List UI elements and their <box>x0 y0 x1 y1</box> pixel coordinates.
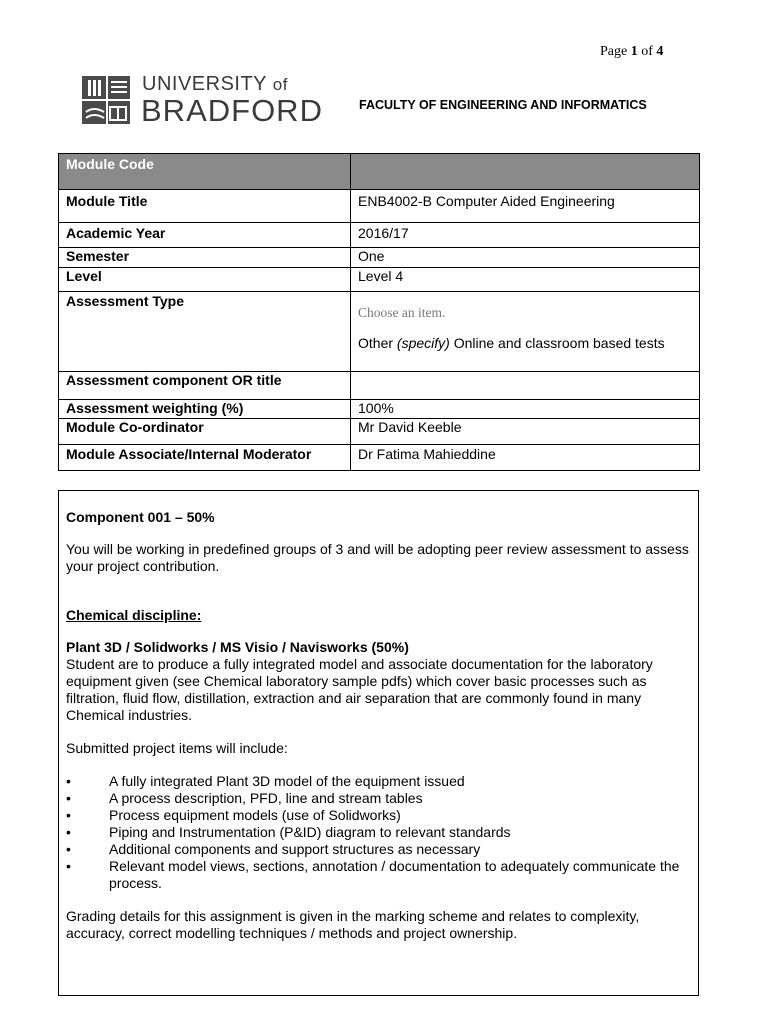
bullet-icon: • <box>66 773 71 789</box>
list-item-text: Piping and Instrumentation (P&ID) diagram to relevant standards <box>109 824 511 840</box>
list-item-text: Additional components and support structures as necessary <box>109 841 481 857</box>
value-weighting: 100% <box>351 400 700 419</box>
tools-heading: Plant 3D / Solidworks / MS Visio / Navisworks (50%) <box>66 639 409 655</box>
assessment-type-other <box>358 335 692 352</box>
component-content <box>66 509 691 942</box>
row-coordinator <box>59 419 700 445</box>
label-academic-year: Academic Year <box>59 223 351 248</box>
page-prefix: Page <box>600 44 628 59</box>
logo-university-text: UNIVERSITY <box>142 73 267 95</box>
list-item <box>66 807 691 824</box>
row-level <box>59 268 700 292</box>
bullet-icon: • <box>66 858 71 874</box>
label-component-title: Assessment component OR title <box>59 372 351 400</box>
faculty-title: FACULTY OF ENGINEERING AND INFORMATICS <box>359 98 647 112</box>
grading-details: Grading details for this assignment is given in the marking scheme and relates to complexity, accuracy, correct modelling techniques / methods and project ownership. <box>66 908 640 941</box>
bullet-icon: • <box>66 807 71 823</box>
value-level: Level 4 <box>351 268 700 292</box>
component-description: Student are to produce a fully integrated model and associate documentation for the laboratory equipment given (see Chemical laboratory sample pdfs) which cover basic processes such as filtration, fluid flow, distillation, extraction and air separation that are commonly found in many Chemical industries. <box>66 656 653 723</box>
value-moderator: Dr Fatima Mahieddine <box>351 445 700 471</box>
list-item-text: Relevant model views, sections, annotation / documentation to adequately communicate the process. <box>109 858 680 891</box>
component-intro: You will be working in predefined groups of 3 and will be adopting peer review assessment to assess your project contribution. <box>66 541 689 574</box>
value-module-title: ENB4002-B Computer Aided Engineering <box>351 190 700 223</box>
logo-of-text: of <box>272 75 288 94</box>
other-specify: (specify) <box>396 335 450 351</box>
page-total: 4 <box>656 44 664 59</box>
row-module-title <box>59 190 700 223</box>
university-logo <box>80 72 330 128</box>
label-level: Level <box>59 268 351 292</box>
row-component-title <box>59 372 700 400</box>
list-item-text: Process equipment models (use of Solidworks) <box>109 807 401 823</box>
label-module-code: Module Code <box>59 154 351 190</box>
bullet-icon: • <box>66 790 71 806</box>
page-of: of <box>641 44 653 59</box>
list-item <box>66 824 691 841</box>
items-list <box>66 773 691 892</box>
label-coordinator: Module Co-ordinator <box>59 419 351 445</box>
row-academic-year <box>59 223 700 248</box>
crest-icon <box>80 72 136 128</box>
page-current: 1 <box>630 44 638 59</box>
bullet-icon: • <box>66 841 71 857</box>
component-heading: Component 001 – 50% <box>66 509 215 525</box>
component-box <box>58 490 699 996</box>
label-weighting: Assessment weighting (%) <box>59 400 351 419</box>
label-moderator: Module Associate/Internal Moderator <box>59 445 351 471</box>
value-coordinator: Mr David Keeble <box>351 419 700 445</box>
label-assessment-type: Assessment Type <box>59 292 351 372</box>
list-item <box>66 773 691 790</box>
value-module-code <box>351 154 700 190</box>
list-item <box>66 858 691 892</box>
row-assessment-type <box>59 292 700 372</box>
logo-line2: BRADFORD <box>141 93 323 128</box>
label-module-title: Module Title <box>59 190 351 223</box>
row-module-code <box>59 154 700 190</box>
bullet-icon: • <box>66 824 71 840</box>
row-weighting <box>59 400 700 419</box>
submitted-intro: Submitted project items will include: <box>66 740 288 756</box>
discipline-heading: Chemical discipline: <box>66 607 202 623</box>
value-assessment-type <box>351 292 700 372</box>
value-semester: One <box>351 248 700 268</box>
choose-item-dropdown[interactable]: Choose an item. <box>358 305 446 320</box>
value-academic-year: 2016/17 <box>351 223 700 248</box>
list-item-text: A process description, PFD, line and stream tables <box>109 790 423 806</box>
other-prefix: Other <box>358 335 394 351</box>
row-semester <box>59 248 700 268</box>
row-moderator <box>59 445 700 471</box>
value-component-title <box>351 372 700 400</box>
list-item <box>66 841 691 858</box>
page-number <box>600 44 663 60</box>
label-semester: Semester <box>59 248 351 268</box>
list-item-text: A fully integrated Plant 3D model of the equipment issued <box>109 773 465 789</box>
other-value: Online and classroom based tests <box>453 335 665 351</box>
list-item <box>66 790 691 807</box>
module-info-table <box>58 153 700 471</box>
